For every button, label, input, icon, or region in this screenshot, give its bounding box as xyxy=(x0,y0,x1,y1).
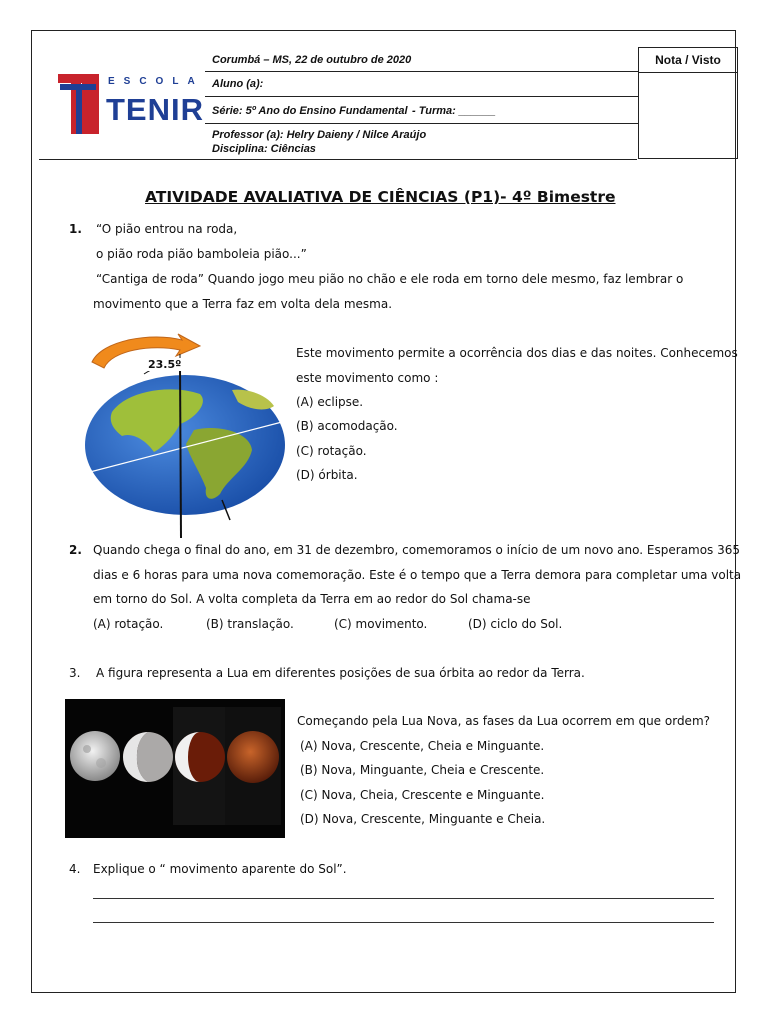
q3-prompt: Começando pela Lua Nova, as fases da Lua ocorrem em que ordem? xyxy=(297,714,710,728)
header-student: Aluno (a): xyxy=(212,78,264,90)
q3-option-a[interactable]: (A) Nova, Crescente, Cheia e Minguante. xyxy=(300,739,545,753)
q2-line-3: em torno do Sol. A volta completa da Terra em ao redor do Sol chama-se xyxy=(93,592,531,606)
school-name: TENIR xyxy=(106,92,204,127)
q1-number: 1. xyxy=(69,222,82,236)
q1-line-1: “O pião entrou na roda, xyxy=(96,222,238,236)
q2-option-c[interactable]: (C) movimento. xyxy=(334,617,428,631)
header-rule xyxy=(205,71,638,72)
q3-option-d[interactable]: (D) Nova, Crescente, Minguante e Cheia. xyxy=(300,812,546,826)
school-word: ESCOLA xyxy=(108,76,204,87)
q4-number: 4. xyxy=(69,862,81,876)
q2-option-a[interactable]: (A) rotação. xyxy=(93,617,164,631)
q1-option-d[interactable]: (D) órbita. xyxy=(296,468,358,482)
q2-number: 2. xyxy=(69,543,82,557)
header-teacher: Professor (a): Helry Daieny / Nilce Araújo xyxy=(212,129,427,141)
q4-answer-line-1[interactable] xyxy=(93,898,714,899)
q4-answer-line-2[interactable] xyxy=(93,922,714,923)
header-bottom-rule xyxy=(39,159,637,160)
earth-rotation-figure xyxy=(82,332,292,540)
q1-prompt-2: este movimento como : xyxy=(296,371,439,385)
q1-option-c[interactable]: (C) rotação. xyxy=(296,444,367,458)
q2-option-b[interactable]: (B) translação. xyxy=(206,617,294,631)
q1-line-2: o pião roda pião bamboleia pião...” xyxy=(96,247,307,261)
header-grade: Série: 5º Ano do Ensino Fundamental xyxy=(212,105,408,117)
header-subject: Disciplina: Ciências xyxy=(212,143,316,155)
page-title: ATIVIDADE AVALIATIVA DE CIÊNCIAS (P1)- 4º Bimestre xyxy=(145,188,616,206)
q1-line-4: movimento que a Terra faz em volta dela mesma. xyxy=(93,297,393,311)
header-rule xyxy=(205,96,638,97)
moon-phases-drawing xyxy=(65,699,285,838)
header-class: - Turma: ______ xyxy=(412,105,496,117)
school-logo xyxy=(58,70,204,136)
q1-line-3: “Cantiga de roda” Quando jogo meu pião no chão e ele roda em torno dele mesmo, faz lembrar o xyxy=(96,272,684,286)
q1-option-b[interactable]: (B) acomodação. xyxy=(296,419,398,433)
header-date: Corumbá – MS, 22 de outubro de 2020 xyxy=(212,54,412,66)
q2-line-1: Quando chega o final do ano, em 31 de dezembro, comemoramos o início de um novo ano. Esperamos 365 xyxy=(93,543,741,557)
q1-option-a[interactable]: (A) eclipse. xyxy=(296,395,364,409)
grade-box-label: Nota / Visto xyxy=(639,48,737,73)
q2-option-d[interactable]: (D) ciclo do Sol. xyxy=(468,617,563,631)
q4-line: Explique o “ movimento aparente do Sol”. xyxy=(93,862,347,876)
q3-option-c[interactable]: (C) Nova, Cheia, Crescente e Minguante. xyxy=(300,788,545,802)
axis-angle-label: 23.5º xyxy=(148,358,182,371)
q3-number: 3. xyxy=(69,666,81,680)
q3-option-b[interactable]: (B) Nova, Minguante, Cheia e Crescente. xyxy=(300,763,545,777)
grade-box xyxy=(638,47,738,159)
earth-rotation-drawing xyxy=(82,332,292,540)
q3-line: A figura representa a Lua em diferentes posições de sua órbita ao redor da Terra. xyxy=(96,666,585,680)
q2-line-2: dias e 6 horas para uma nova comemoração. Este é o tempo que a Terra demora para completar uma volta xyxy=(93,568,742,582)
header-rule xyxy=(205,123,638,124)
moon-phases-figure xyxy=(65,699,285,838)
q1-prompt-1: Este movimento permite a ocorrência dos dias e das noites. Conhecemos xyxy=(296,346,738,360)
